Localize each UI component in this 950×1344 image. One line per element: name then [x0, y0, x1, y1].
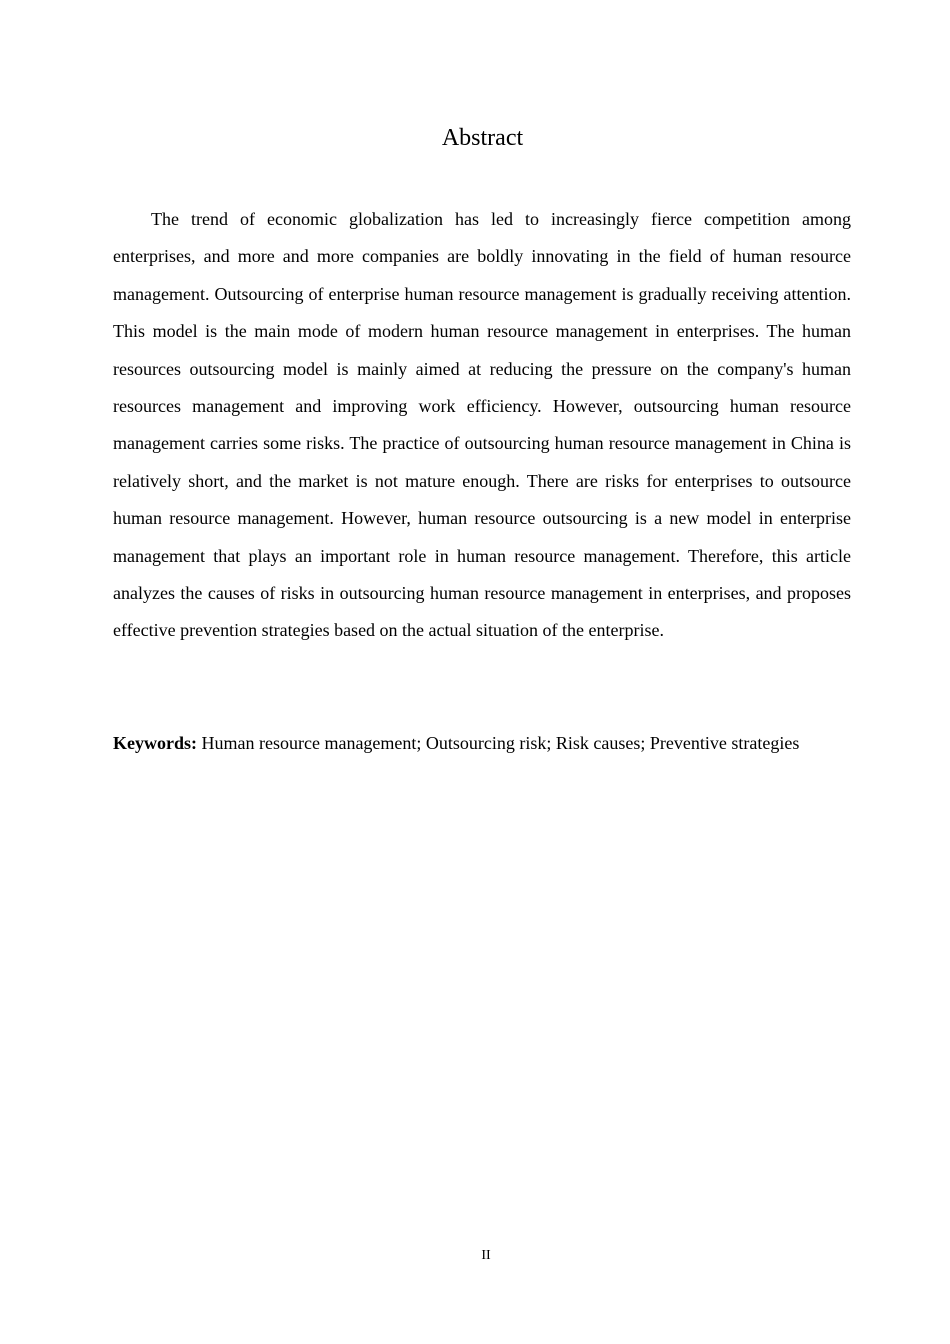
- keywords-line: [113, 726, 873, 760]
- abstract-title: Abstract: [441, 125, 524, 151]
- keywords-list: Human resource management; Outsourcing risk; Risk causes; Preventive strategies: [197, 733, 800, 753]
- keywords-label: Keywords:: [113, 733, 197, 753]
- abstract-paragraph: The trend of economic globalization has led to increasingly fierce competition among enterprises, and more and more companies are boldly innovating in the field of human resource management. Outsourcing of enterprise human resource management is gradually receiving attention. This model is the main mode of modern human resource management in enterprises. The human resources outsourcing model is mainly aimed at reducing the pressure on the company's human resources management and improving work efficiency. However, outsourcing human resource management carries some risks. The practice of outsourcing human resource management in China is relatively short, and the market is not mature enough. There are risks for enterprises to outsource human resource management. However, human resource outsourcing is a new model in enterprise management that plays an important role in human resource management. Therefore, this article analyzes the causes of risks in outsourcing human resource management in enterprises, and proposes effective prevention strategies based on the actual situation of the enterprise.: [113, 209, 851, 641]
- page-number: II: [481, 1248, 491, 1263]
